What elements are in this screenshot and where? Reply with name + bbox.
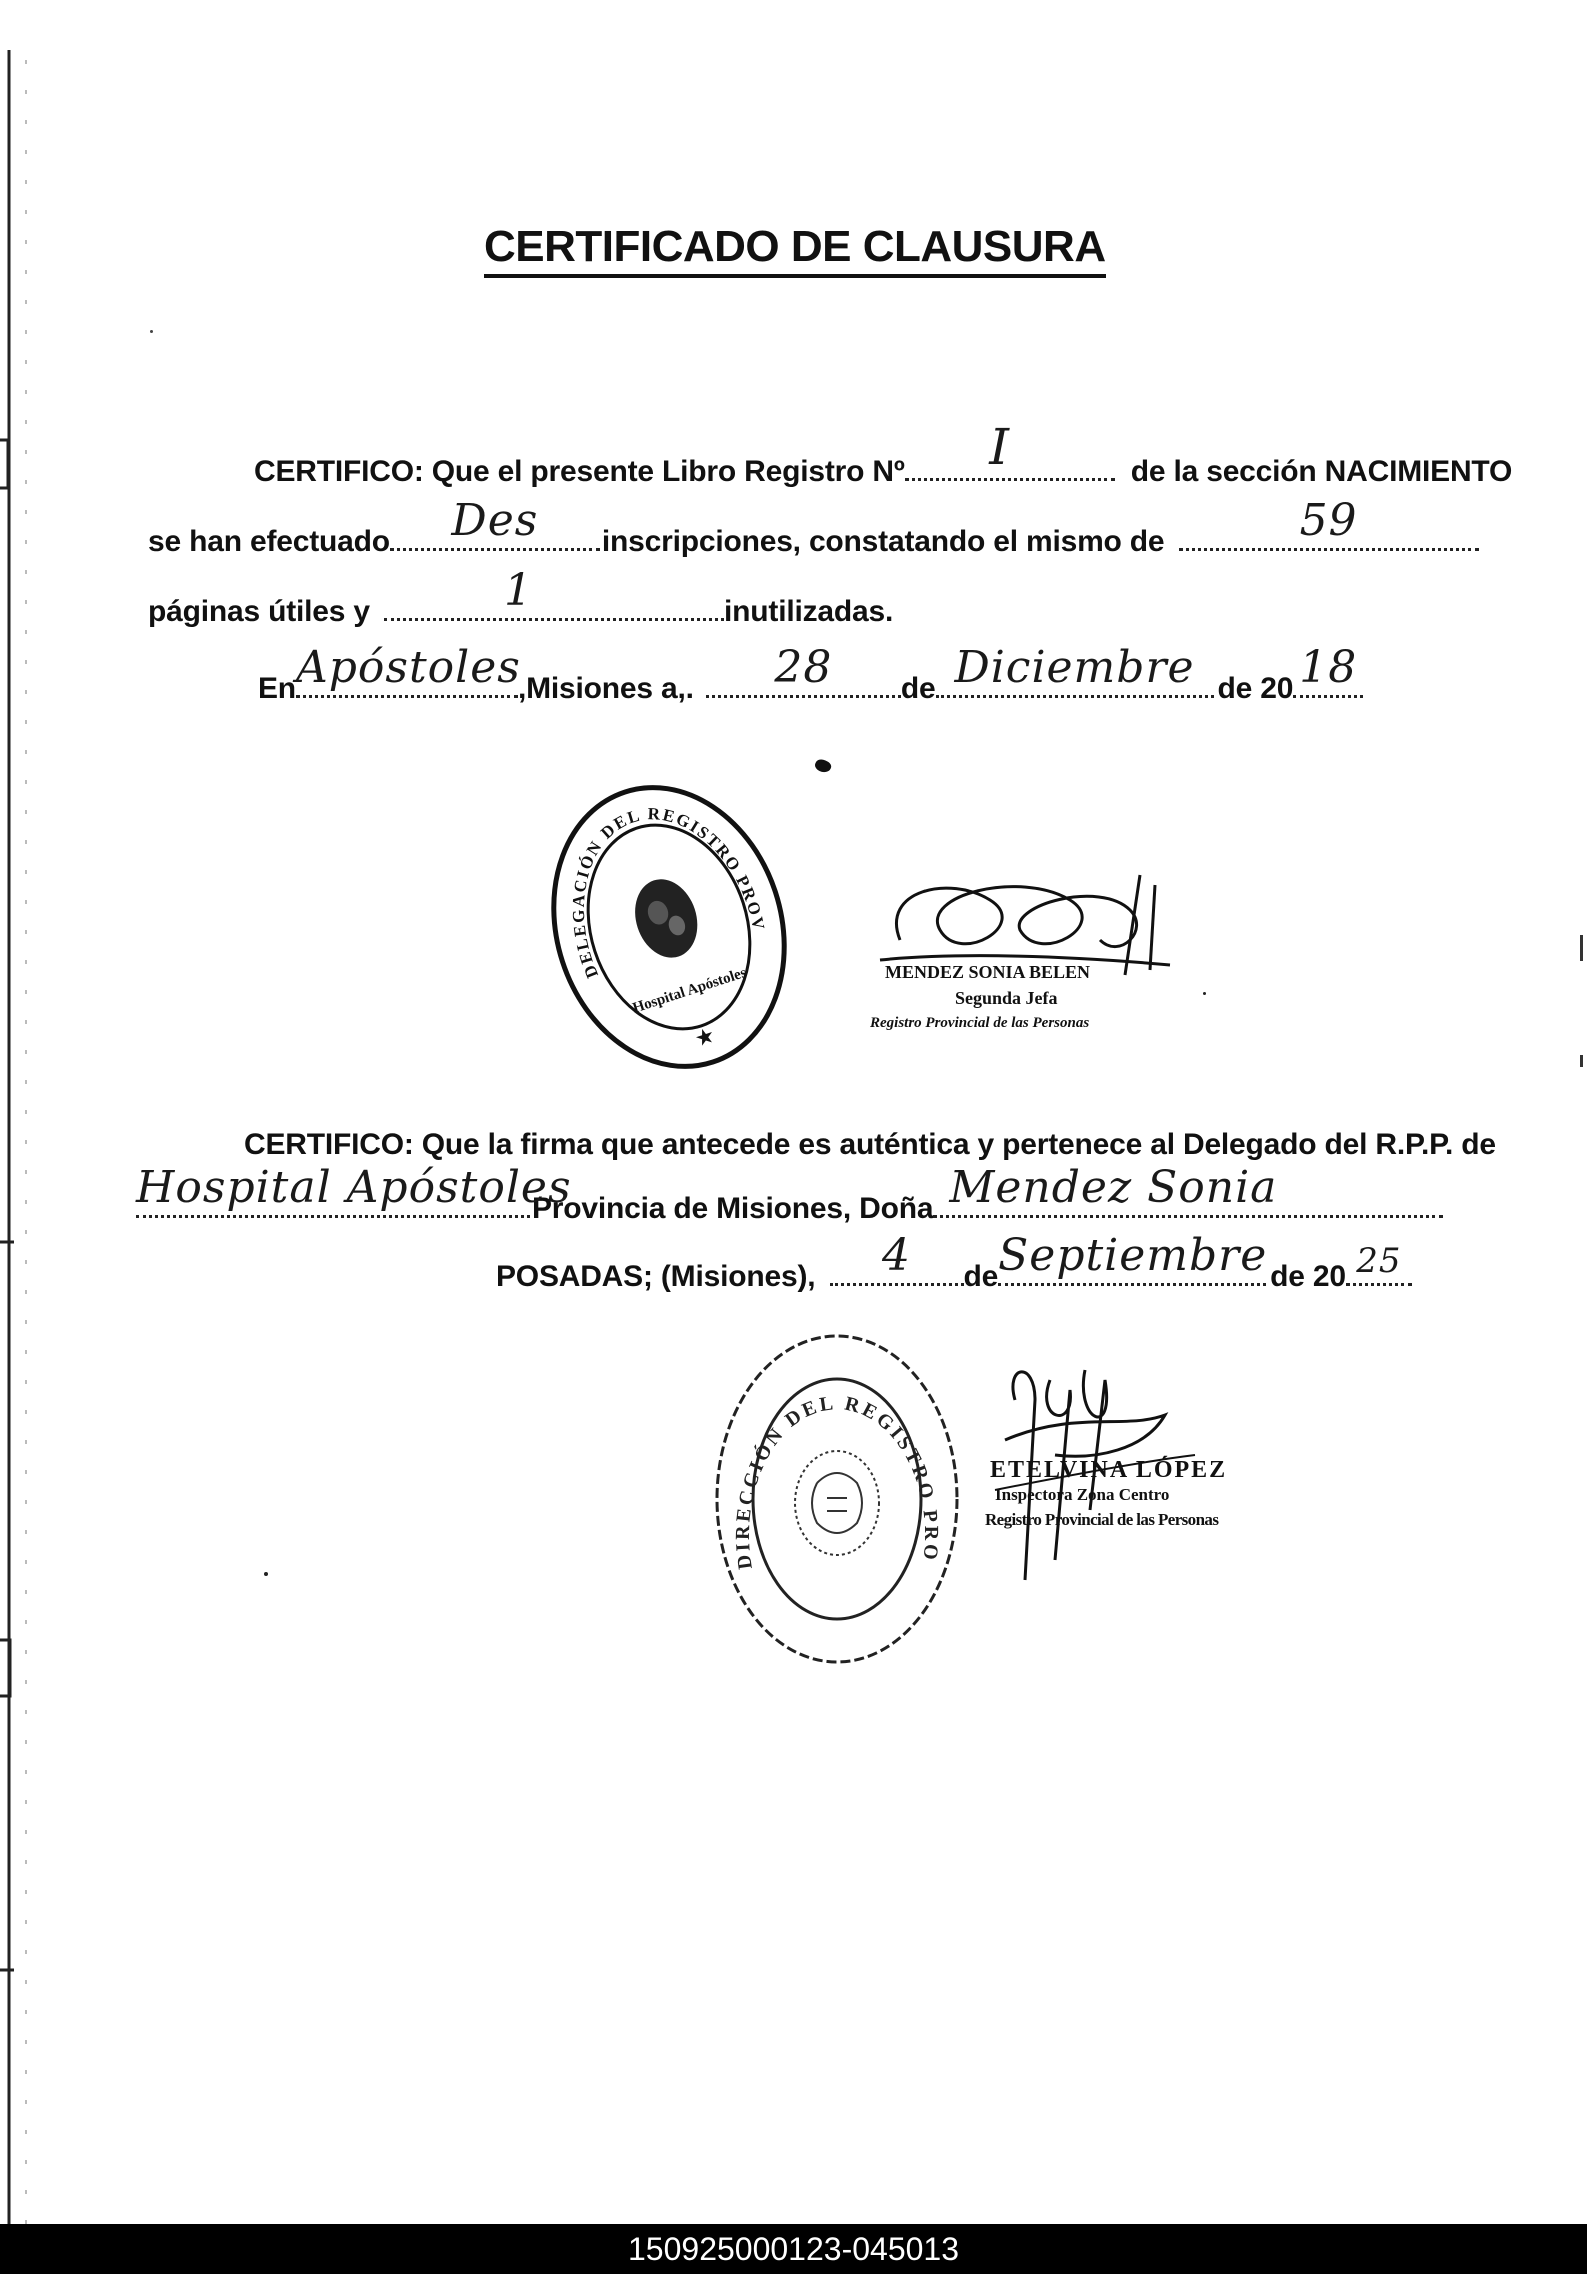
paginas-utiles-field: 59 [1179, 526, 1479, 551]
dia-2-field: 4 [830, 1261, 964, 1286]
signature-1 [870, 870, 1210, 1060]
paragraph1-line1: CERTIFICO: Que el presente Libro Registro Nº I de la sección NACIMIENTO [254, 418, 1513, 488]
inscripciones-field: Des [390, 526, 600, 551]
signature-1-role: Segunda Jefa [955, 988, 1058, 1008]
paragraph2-line1: CERTIFICO: Que la firma que antecede es auténtica y pertenece al Delegado del R.P.P. de [244, 1128, 1496, 1161]
libro-numero-field: I [905, 456, 1115, 481]
mes-field: Diciembre [936, 673, 1214, 698]
title-text: CERTIFICADO DE CLAUSURA [484, 222, 1106, 271]
mes-2-field: Septiembre [998, 1261, 1266, 1286]
stray-dot-2 [264, 1572, 268, 1576]
ink-mark [813, 757, 833, 775]
left-margin-artifacts [0, 0, 30, 2230]
svg-text:DIRECCIÓN DEL REGISTRO PROVINC: DIRECCIÓN DEL REGISTRO PRO [731, 1392, 943, 1571]
lugar-field: Apóstoles [296, 673, 518, 698]
svg-text:DELEGACIÓN DEL REGISTRO PROVIN: DELEGACIÓN DEL REGISTRO PROVINCIAL [568, 804, 769, 981]
document-code: 150925000123-045013 [628, 2231, 959, 2267]
right-edge-mark [1580, 935, 1583, 961]
signature-2-role: Inspectora Zona Centro [995, 1485, 1170, 1504]
dia-field: 28 [706, 673, 901, 698]
anio-2-field: 25 [1346, 1261, 1412, 1286]
document-title [484, 222, 1106, 278]
stray-dot-3 [1203, 992, 1206, 995]
paginas-inutilizadas-field: 1 [384, 596, 724, 621]
svg-text:Hospital Apóstoles: Hospital Apóstoles [630, 964, 749, 1017]
paragraph1-line3: páginas útiles y 1 inutilizadas. [148, 565, 894, 628]
right-edge-mark-2 [1580, 1055, 1583, 1067]
paragraph1-line4: En Apóstoles ,Misiones a,. 28 de Diciembre de 20 18 [258, 672, 1363, 706]
nombre-firmante-field: Mendez Sonia [933, 1193, 1443, 1218]
signature-2-office: Registro Provincial de las Personas [985, 1510, 1219, 1529]
official-stamp-2 [710, 1328, 964, 1670]
delegacion-field: Hospital Apóstoles [136, 1193, 530, 1218]
paragraph2-line3: POSADAS; (Misiones), 4 de Septiembre de 20 25 [496, 1260, 1412, 1294]
signature-2 [975, 1360, 1275, 1600]
document-code-footer [0, 2224, 1587, 2274]
paragraph2-line2: Hospital Apóstoles Provincia de Misiones, Doña Mendez Sonia [136, 1192, 1443, 1226]
signature-2-name: ETELVINA LÓPEZ [990, 1457, 1228, 1483]
paragraph1-line2: se han efectuado Des inscripciones, constatando el mismo de 59 [148, 525, 1479, 559]
stray-dot [150, 330, 153, 333]
official-stamp-1 [548, 778, 790, 1076]
signature-1-office: Registro Provincial de las Personas [870, 1015, 1090, 1031]
svg-text:★: ★ [691, 1021, 718, 1052]
signature-1-name: MENDEZ SONIA BELEN [885, 962, 1091, 982]
anio-field: 18 [1293, 673, 1363, 698]
